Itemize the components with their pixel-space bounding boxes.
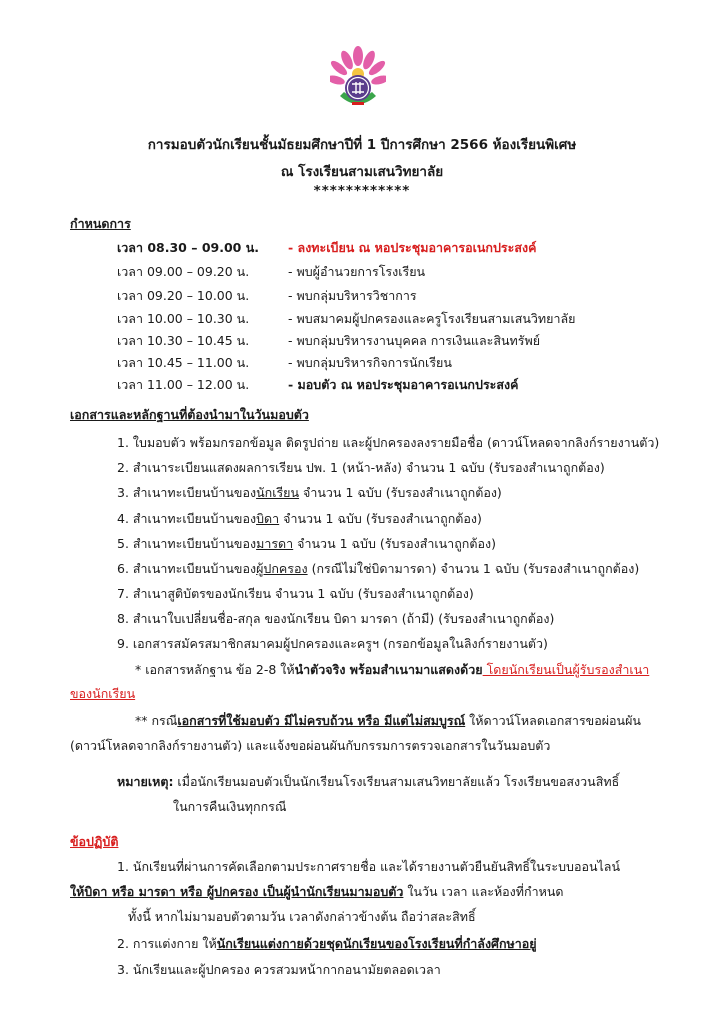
schedule-time-7: เวลา 11.00 – 12.00 น. — [117, 377, 250, 392]
title-line-1: การมอบตัวนักเรียนชั้นมัธยมศึกษาปีที่ 1 ปีการศึกษา 2566 ห้องเรียนพิเศษ — [147, 137, 577, 153]
document-item-9: 9. เอกสารสมัครสมาชิกสมาคมผู้ปกครองและครูฯ (กรอกข้อมูลในลิงก์รายงานตัว) — [117, 636, 548, 651]
document-item-5: 5. สำเนาทะเบียนบ้านของมารดา จำนวน 1 ฉบับ (รับรองสำเนาถูกต้อง) — [117, 536, 496, 551]
schedule-time-2: เวลา 09.00 – 09.20 น. — [117, 264, 250, 279]
schedule-heading: กำหนดการ — [70, 216, 131, 231]
document-note-1-cont: ของนักเรียน — [70, 686, 136, 701]
schedule-activity-2: - พบผู้อำนวยการโรงเรียน — [288, 264, 426, 279]
document-item-7: 7. สำเนาสูติบัตรของนักเรียน จำนวน 1 ฉบับ (รับรองสำเนาถูกต้อง) — [117, 586, 474, 601]
title-line-3: ************ — [313, 183, 411, 199]
document-item-2: 2. สำเนาระเบียนแสดงผลการเรียน ปพ. 1 (หน้า-หลัง) จำนวน 1 ฉบับ (รับรองสำเนาถูกต้อง) — [117, 460, 605, 475]
schedule-activity-1: - ลงทะเบียน ณ หอประชุมอาคารอเนกประสงค์ — [288, 240, 537, 255]
practice-item-1-line-3: ทั้งนี้ หากไม่มามอบตัวตามวัน เวลาดังกล่าวข้างต้น ถือว่าสละสิทธิ์ — [128, 909, 476, 924]
school-logo — [330, 46, 386, 116]
document-item-4: 4. สำเนาทะเบียนบ้านของบิดา จำนวน 1 ฉบับ (รับรองสำเนาถูกต้อง) — [117, 511, 482, 526]
schedule-time-1: เวลา 08.30 – 09.00 น. — [117, 240, 259, 255]
document-item-1: 1. ใบมอบตัว พร้อมกรอกข้อมูล ติดรูปถ่าย และผู้ปกครองลงรายมือชื่อ (ดาวน์โหลดจากลิงก์รายงานตัว) — [117, 435, 660, 450]
document-note-2-cont: (ดาวน์โหลดจากลิงก์รายงานตัว) และแจ้งขอผ่อนผันกับกรรมการตรวจเอกสารในวันมอบตัว — [70, 738, 551, 753]
practice-item-1: 1. นักเรียนที่ผ่านการคัดเลือกตามประกาศรายชื่อ และได้รายงานตัวยืนยันสิทธิ์ในระบบออนไลน์ — [117, 859, 620, 874]
remark-cont: ในการคืนเงินทุกกรณี — [173, 799, 287, 814]
practice-item-3: 3. นักเรียนและผู้ปกครอง ควรสวมหน้ากากอนามัยตลอดเวลา — [117, 962, 441, 977]
schedule-activity-3: - พบกลุ่มบริหารวิชาการ — [288, 288, 417, 303]
remark: หมายเหตุ: เมื่อนักเรียนมอบตัวเป็นนักเรียนโรงเรียนสามเสนวิทยาลัยแล้ว โรงเรียนขอสงวนสิทธิ์ — [117, 774, 620, 789]
practice-item-2: 2. การแต่งกาย ให้นักเรียนแต่งกายด้วยชุดนักเรียนของโรงเรียนที่กำลังศึกษาอยู่ — [117, 936, 537, 951]
schedule-activity-5: - พบกลุ่มบริหารงานบุคคล การเงินและสินทรัพย์ — [288, 333, 541, 348]
schedule-time-5: เวลา 10.30 – 10.45 น. — [117, 333, 250, 348]
schedule-activity-4: - พบสมาคมผู้ปกครองและครูโรงเรียนสามเสนวิทยาลัย — [288, 311, 576, 326]
schedule-time-6: เวลา 10.45 – 11.00 น. — [117, 355, 250, 370]
practice-heading: ข้อปฏิบัติ — [70, 834, 119, 849]
schedule-time-4: เวลา 10.00 – 10.30 น. — [117, 311, 250, 326]
schedule-activity-7: - มอบตัว ณ หอประชุมอาคารอเนกประสงค์ — [288, 377, 519, 392]
document-note-1: * เอกสารหลักฐาน ข้อ 2-8 ให้นำตัวจริง พร้อมสำเนามาแสดงด้วย โดยนักเรียนเป็นผู้รับรองสำเนา — [135, 662, 650, 677]
schedule-activity-6: - พบกลุ่มบริหารกิจการนักเรียน — [288, 355, 452, 370]
document-item-6: 6. สำเนาทะเบียนบ้านของผู้ปกครอง (กรณีไม่ใช่บิดามารดา) จำนวน 1 ฉบับ (รับรองสำเนาถูกต้อง) — [117, 561, 640, 576]
schedule-time-3: เวลา 09.20 – 10.00 น. — [117, 288, 250, 303]
practice-item-1-line-2: ให้บิดา หรือ มารดา หรือ ผู้ปกครอง เป็นผู้นำนักเรียนมามอบตัว ในวัน เวลา และห้องที่กำหนด — [70, 884, 564, 899]
document-note-2: ** กรณีเอกสารที่ใช้มอบตัว มีไม่ครบถ้วน หรือ มีแต่ไม่สมบูรณ์ ให้ดาวน์โหลดเอกสารขอผ่อนผัน — [135, 713, 641, 728]
title-line-2: ณ โรงเรียนสามเสนวิทยาลัย — [280, 164, 444, 180]
documents-heading: เอกสารและหลักฐานที่ต้องนำมาในวันมอบตัว — [70, 407, 309, 422]
document-item-3: 3. สำเนาทะเบียนบ้านของนักเรียน จำนวน 1 ฉบับ (รับรองสำเนาถูกต้อง) — [117, 485, 502, 500]
document-item-8: 8. สำเนาใบเปลี่ยนชื่อ-สกุล ของนักเรียน บิดา มารดา (ถ้ามี) (รับรองสำเนาถูกต้อง) — [117, 611, 555, 626]
